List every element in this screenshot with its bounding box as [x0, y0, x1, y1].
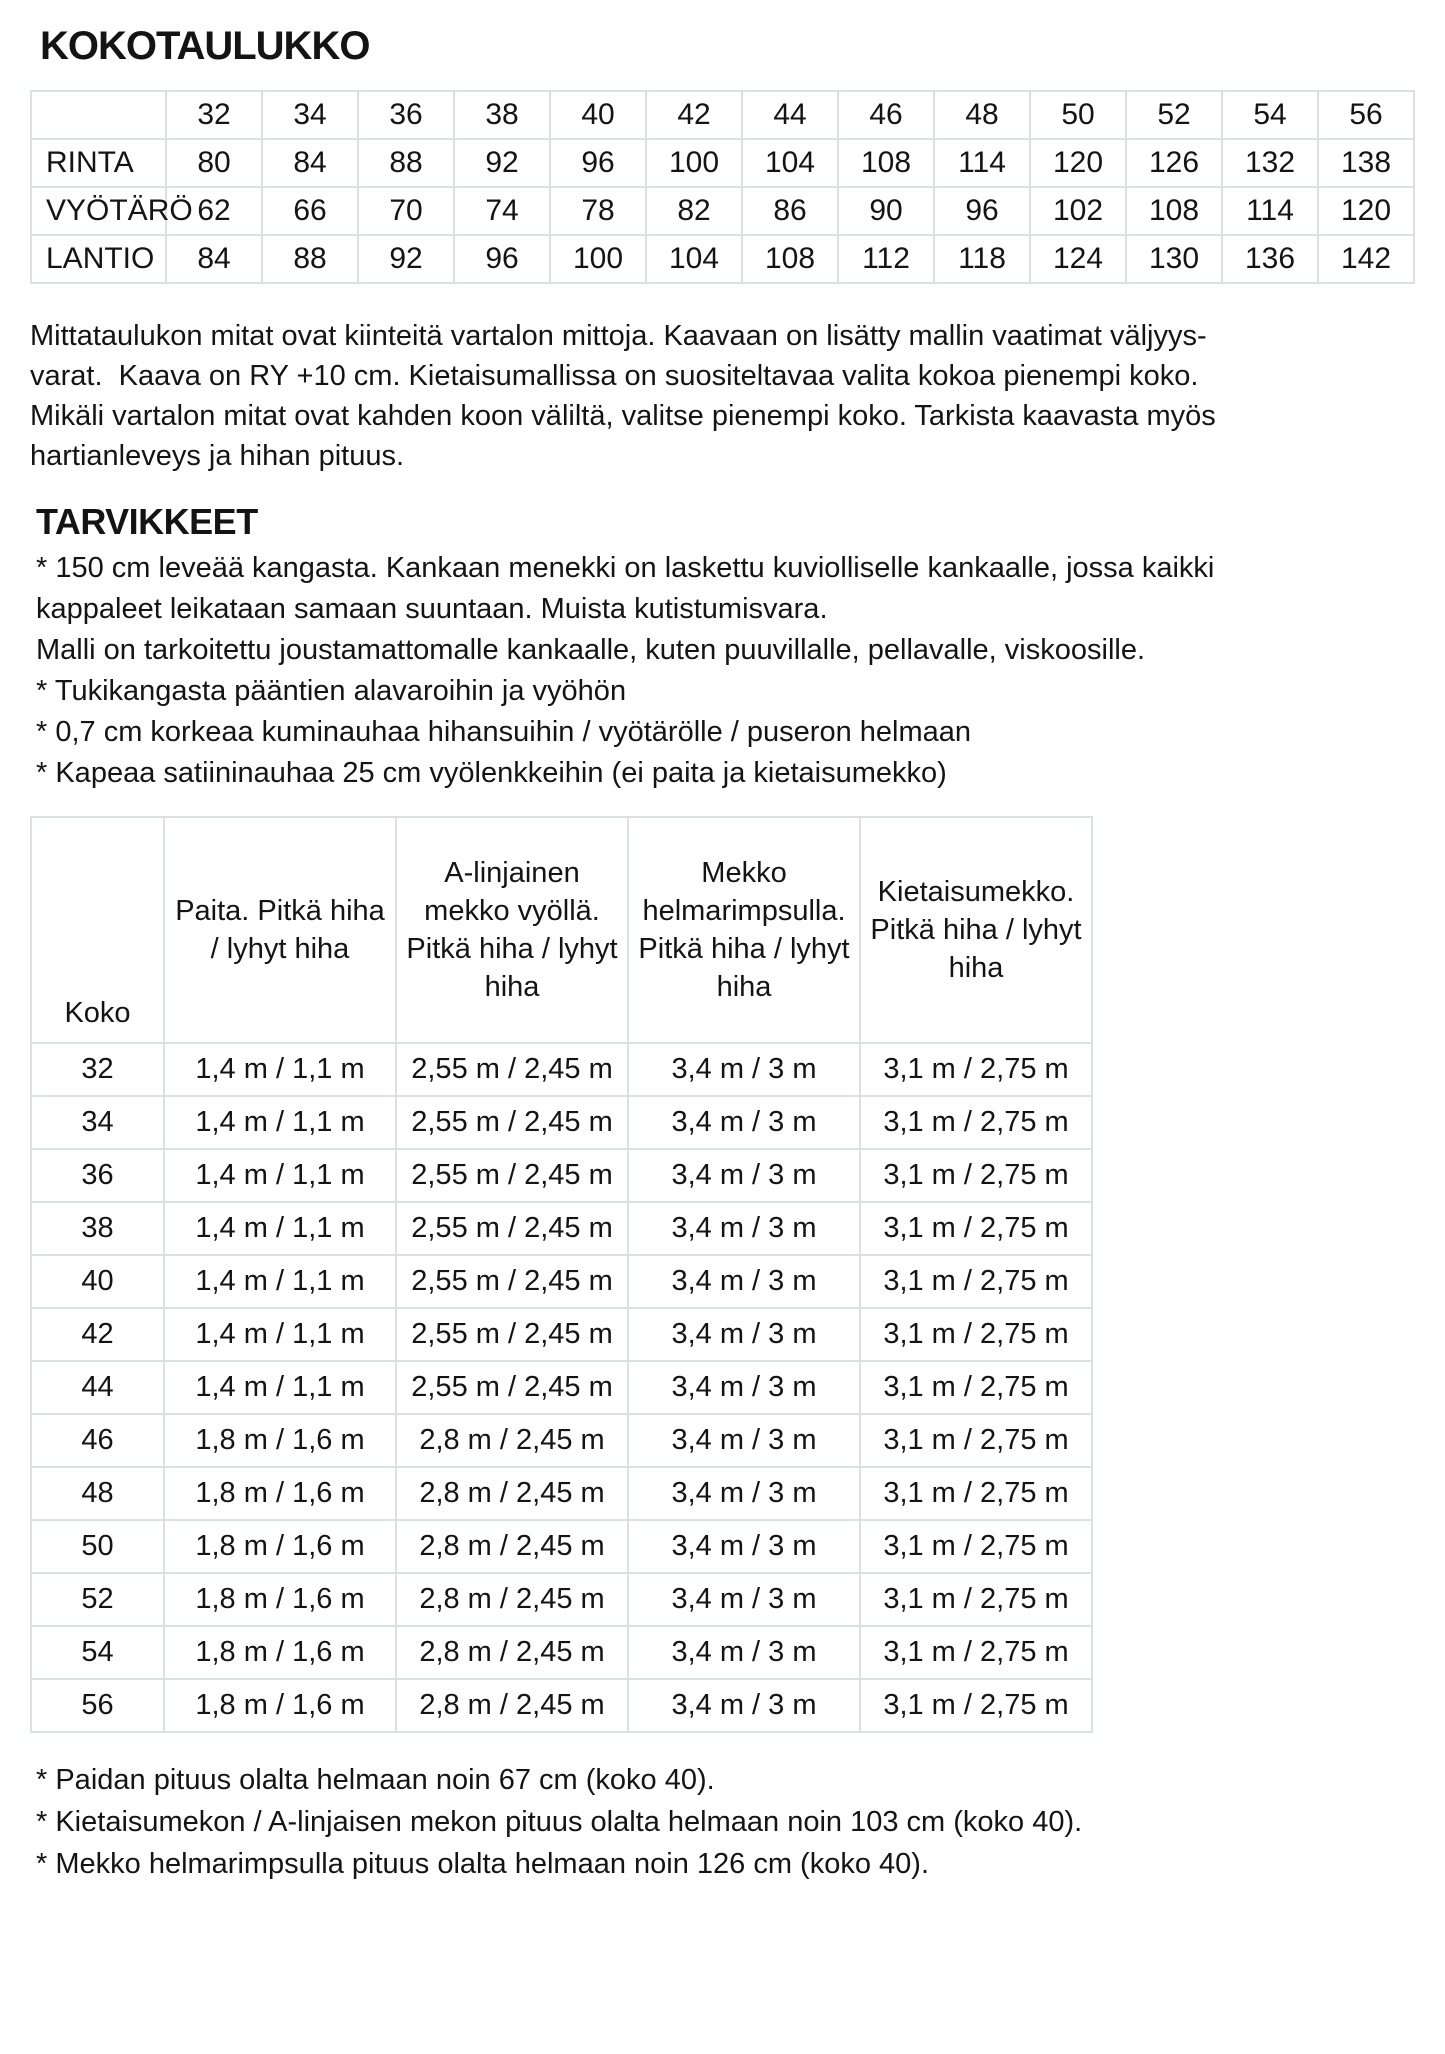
intro-paragraph [30, 316, 1445, 476]
measurement-cell: 126 [1126, 139, 1222, 187]
fabric-kietaisumekko-cell: 3,1 m / 2,75 m [860, 1520, 1092, 1573]
fabric-header-alinjainen: A-linjainen mekko vyöllä. Pitkä hiha / lyhyt hiha [396, 817, 628, 1043]
fabric-paita-cell: 1,8 m / 1,6 m [164, 1467, 396, 1520]
paragraph-line: Mittataulukon mitat ovat kiinteitä vartalon mittoja. Kaavaan on lisätty mallin vaatimat väljyys- [30, 320, 1207, 352]
fabric-row [31, 1573, 1092, 1626]
measurement-cell: 114 [1222, 187, 1318, 235]
paragraph-line: Mikäli vartalon mitat ovat kahden koon väliltä, valitse pienempi koko. Tarkista kaavasta myös [30, 400, 1216, 432]
measurement-cell: 102 [1030, 187, 1126, 235]
fabric-alinjainen-cell: 2,8 m / 2,45 m [396, 1679, 628, 1732]
fabric-row [31, 1202, 1092, 1255]
measurement-cell: 84 [166, 235, 262, 283]
measurement-cell: 70 [358, 187, 454, 235]
fabric-alinjainen-cell: 2,8 m / 2,45 m [396, 1467, 628, 1520]
size-col-header: 48 [934, 91, 1030, 139]
fabric-alinjainen-cell: 2,8 m / 2,45 m [396, 1573, 628, 1626]
fabric-alinjainen-cell: 2,55 m / 2,45 m [396, 1202, 628, 1255]
fabric-table [30, 816, 1093, 1733]
measurement-cell: 78 [550, 187, 646, 235]
fabric-mekko-cell: 3,4 m / 3 m [628, 1255, 860, 1308]
fabric-alinjainen-cell: 2,55 m / 2,45 m [396, 1255, 628, 1308]
measurement-cell: 100 [550, 235, 646, 283]
measurement-cell: 104 [742, 139, 838, 187]
fabric-koko-cell: 48 [31, 1467, 164, 1520]
measurement-cell: 92 [454, 139, 550, 187]
fabric-koko-cell: 34 [31, 1096, 164, 1149]
fabric-koko-cell: 36 [31, 1149, 164, 1202]
fabric-paita-cell: 1,4 m / 1,1 m [164, 1043, 396, 1096]
size-table-corner-cell [31, 91, 166, 139]
measurement-row-rinta [31, 139, 1414, 187]
measurement-cell: 88 [358, 139, 454, 187]
page-title: KOKOTAULUKKO [40, 24, 370, 68]
fabric-paita-cell: 1,4 m / 1,1 m [164, 1149, 396, 1202]
fabric-kietaisumekko-cell: 3,1 m / 2,75 m [860, 1679, 1092, 1732]
measurement-cell: 96 [550, 139, 646, 187]
fabric-row [31, 1096, 1092, 1149]
fabric-paita-cell: 1,8 m / 1,6 m [164, 1573, 396, 1626]
measurement-cell: 74 [454, 187, 550, 235]
measurement-cell: 120 [1030, 139, 1126, 187]
fabric-alinjainen-cell: 2,55 m / 2,45 m [396, 1149, 628, 1202]
size-table-header-row [31, 91, 1414, 139]
fabric-header-koko: Koko [31, 817, 164, 1043]
fabric-koko-cell: 32 [31, 1043, 164, 1096]
size-col-header: 34 [262, 91, 358, 139]
fabric-mekko-cell: 3,4 m / 3 m [628, 1308, 860, 1361]
fabric-row [31, 1308, 1092, 1361]
fabric-kietaisumekko-cell: 3,1 m / 2,75 m [860, 1467, 1092, 1520]
fabric-alinjainen-cell: 2,8 m / 2,45 m [396, 1626, 628, 1679]
fabric-koko-cell: 50 [31, 1520, 164, 1573]
fabric-header-kietaisumekko: Kietaisumekko. Pitkä hiha / lyhyt hiha [860, 817, 1092, 1043]
measurement-cell: 108 [1126, 187, 1222, 235]
fabric-paita-cell: 1,4 m / 1,1 m [164, 1096, 396, 1149]
measurement-cell: 100 [646, 139, 742, 187]
fabric-header-row [31, 817, 1092, 1043]
measurement-cell: 62 [166, 187, 262, 235]
measurement-cell: 66 [262, 187, 358, 235]
fabric-mekko-cell: 3,4 m / 3 m [628, 1043, 860, 1096]
fabric-mekko-cell: 3,4 m / 3 m [628, 1202, 860, 1255]
footnote-line: * Kietaisumekon / A-linjaisen mekon pituus olalta helmaan noin 103 cm (koko 40). [36, 1806, 1083, 1838]
fabric-row [31, 1043, 1092, 1096]
fabric-mekko-cell: 3,4 m / 3 m [628, 1149, 860, 1202]
fabric-table-head [31, 817, 1092, 1043]
measurement-cell: 92 [358, 235, 454, 283]
fabric-row [31, 1467, 1092, 1520]
size-col-header: 46 [838, 91, 934, 139]
footnote-line: * Mekko helmarimpsulla pituus olalta helmaan noin 126 cm (koko 40). [36, 1848, 929, 1880]
fabric-mekko-cell: 3,4 m / 3 m [628, 1467, 860, 1520]
fabric-koko-cell: 56 [31, 1679, 164, 1732]
fabric-koko-cell: 52 [31, 1573, 164, 1626]
measurement-cell: 136 [1222, 235, 1318, 283]
fabric-kietaisumekko-cell: 3,1 m / 2,75 m [860, 1626, 1092, 1679]
supplies-list [36, 548, 1445, 794]
fabric-row [31, 1626, 1092, 1679]
fabric-kietaisumekko-cell: 3,1 m / 2,75 m [860, 1149, 1092, 1202]
fabric-kietaisumekko-cell: 3,1 m / 2,75 m [860, 1308, 1092, 1361]
size-table-body [31, 91, 1414, 283]
fabric-row [31, 1679, 1092, 1732]
measurement-cell: 82 [646, 187, 742, 235]
fabric-mekko-cell: 3,4 m / 3 m [628, 1520, 860, 1573]
row-label-lantio: LANTIO [31, 235, 166, 283]
fabric-paita-cell: 1,4 m / 1,1 m [164, 1361, 396, 1414]
fabric-row [31, 1520, 1092, 1573]
supply-line: * 150 cm leveää kangasta. Kankaan menekki on laskettu kuviolliselle kankaalle, jossa kaikki [36, 552, 1215, 584]
fabric-kietaisumekko-cell: 3,1 m / 2,75 m [860, 1255, 1092, 1308]
size-col-header: 42 [646, 91, 742, 139]
fabric-kietaisumekko-cell: 3,1 m / 2,75 m [860, 1361, 1092, 1414]
supply-line: * Kapeaa satiininauhaa 25 cm vyölenkkeihin (ei paita ja kietaisumekko) [36, 757, 947, 789]
row-label-rinta: RINTA [31, 139, 166, 187]
size-col-header: 32 [166, 91, 262, 139]
supply-line: * 0,7 cm korkeaa kuminauhaa hihansuihin / vyötärölle / puseron helmaan [36, 716, 971, 748]
size-col-header: 54 [1222, 91, 1318, 139]
measurement-cell: 108 [742, 235, 838, 283]
fabric-alinjainen-cell: 2,55 m / 2,45 m [396, 1361, 628, 1414]
fabric-row [31, 1361, 1092, 1414]
measurement-cell: 96 [454, 235, 550, 283]
measurement-cell: 88 [262, 235, 358, 283]
row-label-vyotaro: VYÖTÄRÖ [31, 187, 166, 235]
measurement-cell: 80 [166, 139, 262, 187]
fabric-header-mekko: Mekko helmarimpsulla. Pitkä hiha / lyhyt hiha [628, 817, 860, 1043]
tarvikkeet-heading: TARVIKKEET [36, 501, 258, 542]
fabric-koko-cell: 46 [31, 1414, 164, 1467]
fabric-row [31, 1414, 1092, 1467]
fabric-row [31, 1149, 1092, 1202]
pattern-sheet [0, 24, 1445, 2054]
fabric-mekko-cell: 3,4 m / 3 m [628, 1679, 860, 1732]
supply-line: Malli on tarkoitettu joustamattomalle kankaalle, kuten puuvillalle, pellavalle, viskoosille. [36, 634, 1146, 666]
paragraph-line: hartianleveys ja hihan pituus. [30, 440, 405, 472]
fabric-paita-cell: 1,4 m / 1,1 m [164, 1202, 396, 1255]
fabric-koko-cell: 42 [31, 1308, 164, 1361]
fabric-paita-cell: 1,8 m / 1,6 m [164, 1679, 396, 1732]
measurement-cell: 142 [1318, 235, 1414, 283]
fabric-koko-cell: 54 [31, 1626, 164, 1679]
fabric-paita-cell: 1,8 m / 1,6 m [164, 1520, 396, 1573]
fabric-alinjainen-cell: 2,8 m / 2,45 m [396, 1414, 628, 1467]
fabric-paita-cell: 1,8 m / 1,6 m [164, 1414, 396, 1467]
measurement-row-lantio [31, 235, 1414, 283]
measurement-cell: 120 [1318, 187, 1414, 235]
fabric-kietaisumekko-cell: 3,1 m / 2,75 m [860, 1043, 1092, 1096]
fabric-table-body [31, 1043, 1092, 1732]
fabric-paita-cell: 1,8 m / 1,6 m [164, 1626, 396, 1679]
size-col-header: 44 [742, 91, 838, 139]
fabric-paita-cell: 1,4 m / 1,1 m [164, 1308, 396, 1361]
measurement-cell: 86 [742, 187, 838, 235]
fabric-koko-cell: 40 [31, 1255, 164, 1308]
footnote-line: * Paidan pituus olalta helmaan noin 67 cm (koko 40). [36, 1764, 715, 1796]
size-col-header: 40 [550, 91, 646, 139]
fabric-kietaisumekko-cell: 3,1 m / 2,75 m [860, 1573, 1092, 1626]
measurement-cell: 118 [934, 235, 1030, 283]
paragraph-line: varat. Kaava on RY +10 cm. Kietaisumallissa on suositeltavaa valita kokoa pienempi koko. [30, 360, 1199, 392]
size-col-header: 50 [1030, 91, 1126, 139]
supply-line: kappaleet leikataan samaan suuntaan. Muista kutistumisvara. [36, 593, 828, 625]
measurement-row-vyotaro [31, 187, 1414, 235]
fabric-kietaisumekko-cell: 3,1 m / 2,75 m [860, 1414, 1092, 1467]
measurement-cell: 138 [1318, 139, 1414, 187]
size-col-header: 36 [358, 91, 454, 139]
fabric-mekko-cell: 3,4 m / 3 m [628, 1414, 860, 1467]
measurement-cell: 114 [934, 139, 1030, 187]
fabric-alinjainen-cell: 2,55 m / 2,45 m [396, 1096, 628, 1149]
measurement-cell: 96 [934, 187, 1030, 235]
footnotes [36, 1759, 1445, 1885]
measurement-cell: 84 [262, 139, 358, 187]
fabric-alinjainen-cell: 2,55 m / 2,45 m [396, 1308, 628, 1361]
size-col-header: 52 [1126, 91, 1222, 139]
fabric-row [31, 1255, 1092, 1308]
fabric-koko-cell: 38 [31, 1202, 164, 1255]
fabric-alinjainen-cell: 2,8 m / 2,45 m [396, 1520, 628, 1573]
measurement-cell: 90 [838, 187, 934, 235]
fabric-mekko-cell: 3,4 m / 3 m [628, 1096, 860, 1149]
fabric-kietaisumekko-cell: 3,1 m / 2,75 m [860, 1202, 1092, 1255]
size-col-header: 38 [454, 91, 550, 139]
fabric-kietaisumekko-cell: 3,1 m / 2,75 m [860, 1096, 1092, 1149]
fabric-alinjainen-cell: 2,55 m / 2,45 m [396, 1043, 628, 1096]
fabric-paita-cell: 1,4 m / 1,1 m [164, 1255, 396, 1308]
measurement-cell: 132 [1222, 139, 1318, 187]
size-col-header: 56 [1318, 91, 1414, 139]
measurement-cell: 130 [1126, 235, 1222, 283]
measurement-cell: 108 [838, 139, 934, 187]
measurement-cell: 104 [646, 235, 742, 283]
fabric-header-paita: Paita. Pitkä hiha / lyhyt hiha [164, 817, 396, 1043]
supply-line: * Tukikangasta pääntien alavaroihin ja vyöhön [36, 675, 627, 707]
measurement-cell: 112 [838, 235, 934, 283]
fabric-mekko-cell: 3,4 m / 3 m [628, 1361, 860, 1414]
fabric-mekko-cell: 3,4 m / 3 m [628, 1573, 860, 1626]
measurement-cell: 124 [1030, 235, 1126, 283]
fabric-mekko-cell: 3,4 m / 3 m [628, 1626, 860, 1679]
size-table [30, 90, 1415, 284]
fabric-koko-cell: 44 [31, 1361, 164, 1414]
